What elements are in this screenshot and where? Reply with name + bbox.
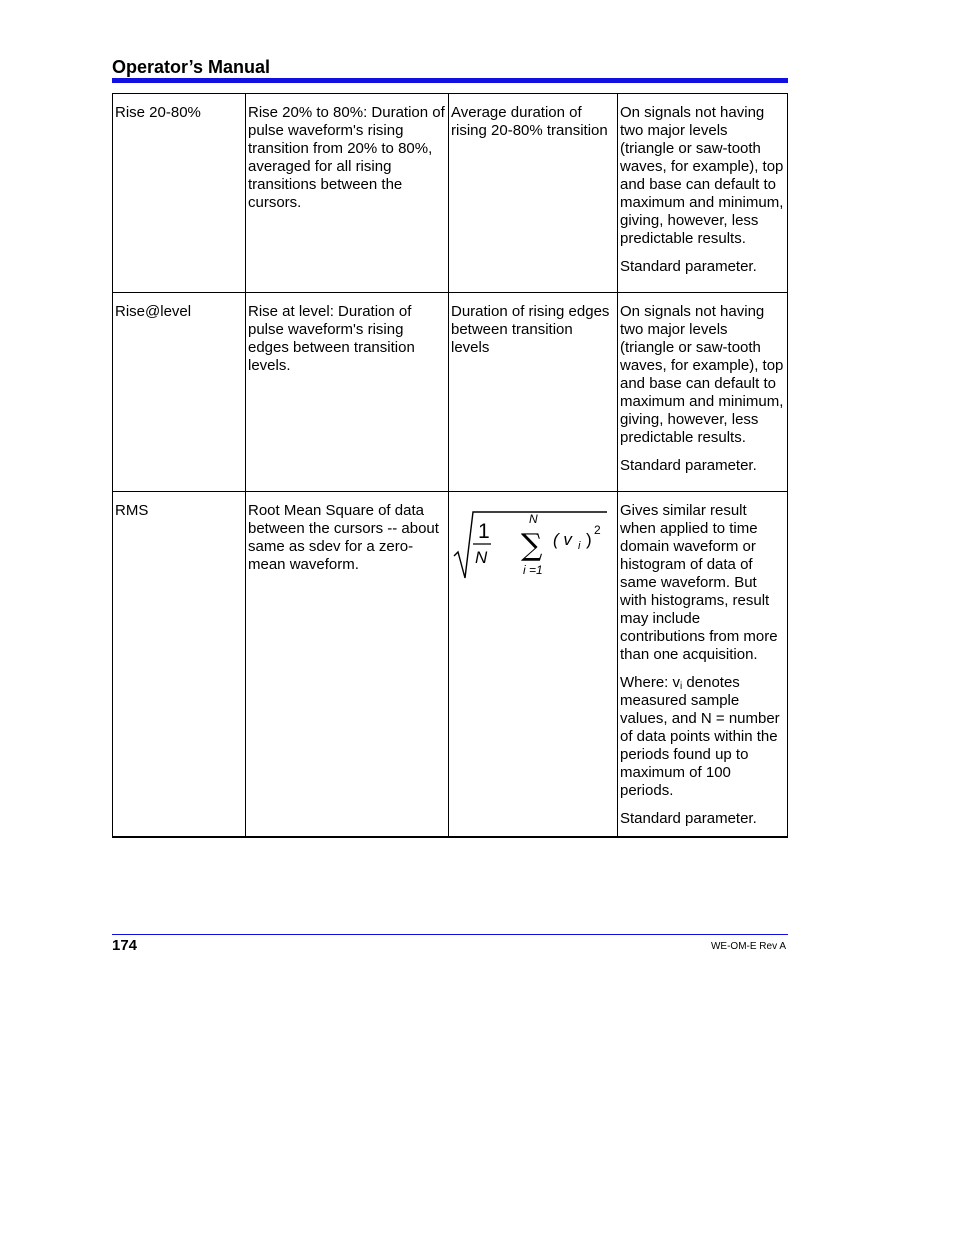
document-code: WE-OM-E Rev A: [710, 941, 786, 952]
header-rule: [112, 78, 788, 83]
description-text: Average duration of rising 20-80% transition: [451, 104, 608, 139]
note-text: Standard parameter.: [620, 457, 757, 474]
sum-lower-limit: i =1: [523, 563, 543, 577]
table-row: [113, 492, 788, 838]
definition-cell: [246, 94, 449, 293]
note-text: Standard parameter.: [620, 258, 757, 275]
parameter-name: Rise@level: [115, 303, 192, 320]
summation-icon: ∑: [521, 528, 543, 563]
description-cell: [449, 293, 618, 492]
note-text: Standard parameter.: [620, 810, 757, 827]
parameters-table: [112, 93, 788, 838]
definition-text: Rise 20% to 80%: Duration of pulse waveform's rising transition from 20% to 80%, averaged for all rising transitions between the cursors.: [248, 104, 445, 211]
parameter-name: Rise 20-80%: [115, 104, 201, 121]
note-text: On signals not having two major levels (triangle or saw-tooth waves, for example), top and base can default to maximum and minimum, giving, however, less predictable results.: [620, 104, 784, 247]
description-cell: [449, 94, 618, 293]
fraction-denominator: N: [475, 548, 488, 567]
fraction-numerator: 1: [478, 520, 490, 543]
definition-cell: [246, 293, 449, 492]
sum-term-close: ): [586, 530, 592, 549]
sum-upper-limit: N: [529, 512, 538, 526]
rms-formula: [451, 504, 611, 580]
where-note-subscript: i: [680, 681, 683, 692]
definition-text: Rise at level: Duration of pulse waveform's rising edges between transition levels.: [248, 303, 415, 374]
definition-text: Root Mean Square of data between the cursors -- about same as sdev for a zero-mean waveform.: [248, 502, 439, 573]
sum-term-subscript: i: [578, 540, 581, 552]
parameter-name-cell: [113, 492, 246, 838]
notes-cell: [618, 492, 788, 838]
exponent: 2: [594, 523, 601, 537]
formula-cell: [449, 492, 618, 838]
where-note-prefix: Where: v: [620, 674, 681, 691]
table-row: [113, 293, 788, 492]
description-text: Duration of rising edges between transition levels: [451, 303, 610, 356]
parameter-name-cell: [113, 293, 246, 492]
notes-cell: [618, 293, 788, 492]
sum-term: ( v: [553, 530, 572, 549]
note-text: On signals not having two major levels (triangle or saw-tooth waves, for example), top and base can default to maximum and minimum, giving, however, less predictable results.: [620, 303, 784, 446]
note-text: Gives similar result when applied to time domain waveform or histogram of data of same waveform. But with histograms, result may include contributions from more than one acquisition.: [620, 502, 778, 663]
table-row: [113, 94, 788, 293]
parameter-name-cell: [113, 94, 246, 293]
parameter-name: RMS: [115, 502, 149, 519]
page-header-title: Operator’s Manual: [112, 57, 271, 77]
definition-cell: [246, 492, 449, 838]
where-note-suffix: denotes measured sample values, and N = number of data points within the periods found up to maximum of 100 periods.: [620, 674, 780, 799]
notes-cell: [618, 94, 788, 293]
where-note: [620, 674, 785, 800]
page-number: 174: [112, 937, 138, 954]
footer-rule: [112, 934, 788, 935]
